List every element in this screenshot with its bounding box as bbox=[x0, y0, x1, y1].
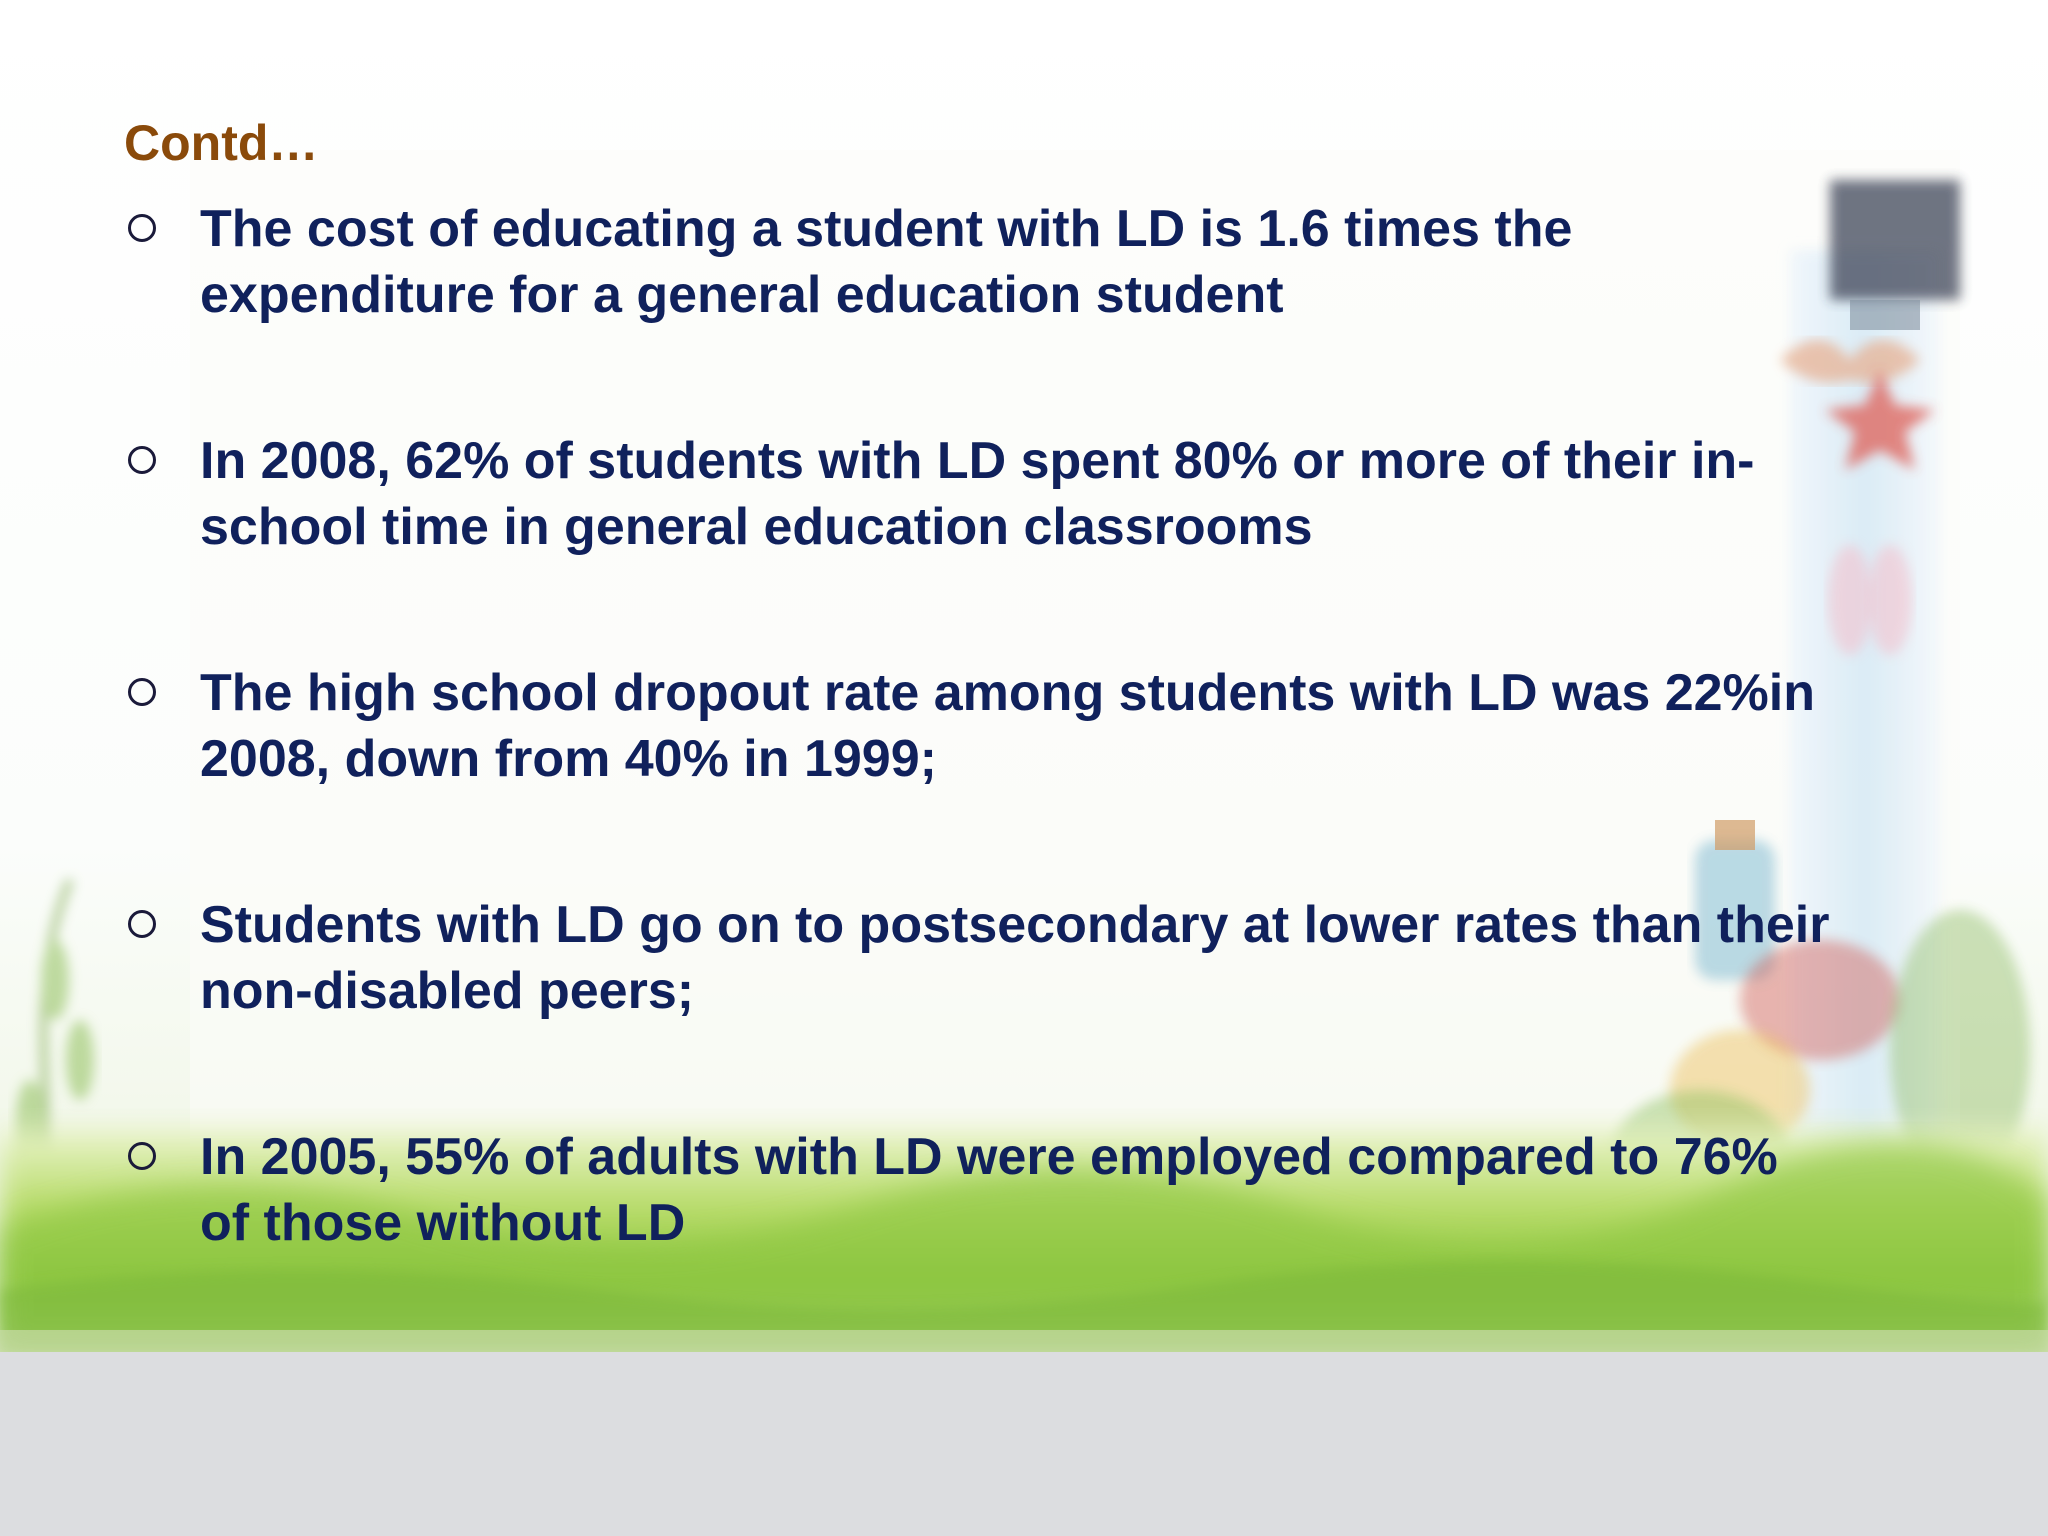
bullet-line: 2008, down from 40% in 1999; bbox=[200, 730, 937, 788]
hollow-circle-bullet-icon bbox=[128, 1142, 156, 1170]
hollow-circle-bullet-icon bbox=[128, 214, 156, 242]
list-item bbox=[124, 1124, 1924, 1356]
bullet-line: The high school dropout rate among students with LD was 22%in bbox=[200, 664, 1815, 722]
bullet-line: Students with LD go on to postsecondary at lower rates than their bbox=[200, 896, 1830, 954]
hollow-circle-bullet-icon bbox=[128, 446, 156, 474]
slide-heading: Contd… bbox=[124, 115, 319, 171]
bullet-line: non-disabled peers; bbox=[200, 962, 695, 1020]
hollow-circle-bullet-icon bbox=[128, 678, 156, 706]
bullet-list bbox=[124, 196, 1924, 1356]
list-item bbox=[124, 892, 1924, 1124]
bullet-line: In 2005, 55% of adults with LD were employed compared to 76% bbox=[200, 1128, 1778, 1186]
list-item bbox=[124, 428, 1924, 660]
bullet-line: expenditure for a general education student bbox=[200, 266, 1284, 324]
bullet-line: school time in general education classrooms bbox=[200, 498, 1313, 556]
hollow-circle-bullet-icon bbox=[128, 910, 156, 938]
bullet-line: The cost of educating a student with LD is 1.6 times the bbox=[200, 200, 1573, 258]
list-item bbox=[124, 196, 1924, 428]
bullet-line: of those without LD bbox=[200, 1194, 686, 1252]
bullet-line: In 2008, 62% of students with LD spent 80% or more of their in- bbox=[200, 432, 1755, 490]
list-item bbox=[124, 660, 1924, 892]
